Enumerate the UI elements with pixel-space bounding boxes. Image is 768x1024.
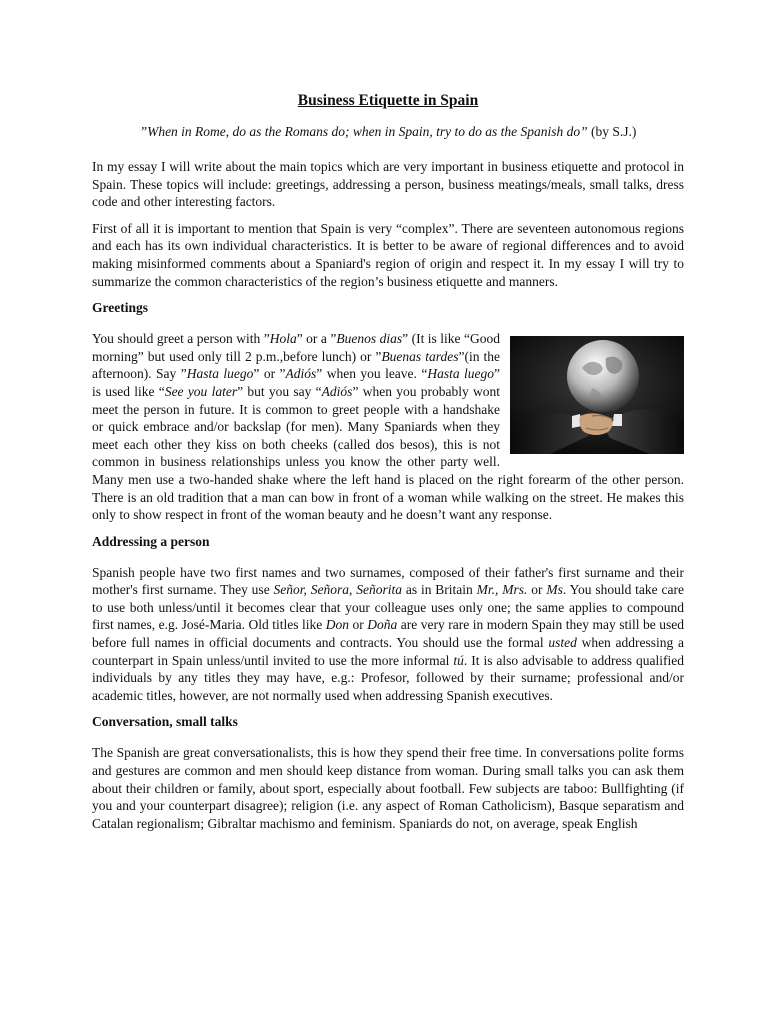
epigraph-quote: ”When in Rome, do as the Romans do; when in Spain, try to do as the Spanish do” — [139, 124, 588, 139]
addressing-term-dona: Doña — [367, 617, 398, 633]
greetings-term-buenos-dias: Buenos dias — [336, 331, 403, 347]
greetings-text-7: ” is used like “ — [92, 366, 501, 399]
greetings-term-adios: Adiós — [285, 366, 317, 382]
addressing-term-don: Don — [325, 617, 349, 633]
addressing-text-2: as in Britain — [402, 582, 477, 598]
intro-paragraph-2: First of all it is important to mention that Spain is very “complex”. There are seventeen autonomous regions and each has its own individual characteristics. It is better to be aware of regional differences and to avoid making misinformed comments about a Spaniard's region of origin and respect it. In my essay I will try to summarize the common characteristics of the region’s business etiquette and manners. — [92, 220, 684, 289]
greetings-term-buenas-tardes: Buenas tardes — [381, 348, 459, 364]
greetings-term-hola: Hola — [269, 331, 297, 347]
addressing-term-senor: Señor, Señora, Señorita — [273, 582, 402, 598]
addressing-term-usted: usted — [548, 635, 577, 651]
greetings-term-hasta-luego-2: Hasta luego — [427, 366, 495, 382]
conversation-heading: Conversation, small talks — [92, 714, 238, 730]
greetings-term-see-you-later: See you later — [164, 383, 238, 399]
addressing-text-5: or — [349, 617, 368, 633]
addressing-text-3: or — [527, 582, 547, 598]
addressing-paragraph — [92, 564, 684, 705]
handshake-globe-image — [510, 336, 684, 454]
greetings-text-2: ” or a ” — [296, 331, 337, 347]
epigraph — [92, 124, 684, 140]
greetings-term-adios-2: Adiós — [321, 383, 353, 399]
greetings-text-8: ” but you say “ — [237, 383, 322, 399]
addressing-heading: Addressing a person — [92, 533, 210, 549]
greetings-text-6: ” when you leave. “ — [316, 366, 428, 382]
intro-paragraph-1: In my essay I will write about the main topics which are very important in business etiquette and protocol in Spain. These topics will include: greetings, addressing a person, business meatings/meals, small talks, dress code and other interesting factors. — [92, 159, 684, 210]
addressing-text-6: are very rare in modern Spain they may still be used before full names in official documents and contracts. You should use the formal — [92, 617, 684, 651]
addressing-term-tu: tú — [453, 652, 464, 668]
handshake-globe-icon — [510, 336, 684, 454]
greetings-heading: Greetings — [92, 300, 148, 316]
conversation-paragraph: The Spanish are great conversationalists, this is how they spend their free time. In conversations polite forms and gestures are common and men should keep distance from woman. During small talks you can ask them about their children or family, about sport, especially about football. Few subjects are taboo: Bullfighting (if you and your counterpart disagree); religion (i.e. any aspect of Roman Catholicism), Basque separatism and Catalan regionalism; Gibraltar machismo and feminism. Spaniards do not, on average, speak English — [92, 745, 684, 831]
greetings-text-1: You should greet a person with ” — [92, 331, 270, 347]
addressing-text-8: . It is also advisable to address qualified individuals by any titles they may have, e.g.: Profesor, followed by their surname; professional and/or academic titles, however, are not normally used when addressing Spanish executives. — [92, 652, 684, 703]
addressing-text-1: Spanish people have two first names and two surnames, composed of their father's first surname and their mother's first surname. They use — [92, 564, 684, 598]
greetings-term-hasta-luego: Hasta luego — [186, 366, 254, 382]
addressing-text-7: when addressing a counterpart in Spain unless/until invited to use the more informal — [92, 635, 684, 668]
document-title: Business Etiquette in Spain — [297, 92, 479, 109]
greetings-text-9: ” when you probably wont meet the person in future. It is common to greet people with a handshake or quick embrace and/or backslap (for men). Many Spaniards when they meet each other they kiss on both cheeks (called dos besos), this is not common in business relationships unless you know the other party well. Many men use a two-handed shake where the left hand is placed on the right forearm of the other person. There is an old tradition that a man can bow in front of a woman while walking on the street. He makes this only to show respect in front of the woman beauty and he doesn’t want any response. — [92, 383, 684, 523]
addressing-term-mr: Mr., Mrs. — [476, 582, 528, 598]
addressing-text-4: . You should take care to use both unless/until it becomes clear that your colleague uses only one; the same applies to compound first names, e.g. José-Maria. Old titles like — [92, 582, 684, 633]
epigraph-attribution: (by S.J.) — [587, 124, 637, 139]
greetings-text-3: ” (It is like “Good morning” but used only till 2 p.m.,before lunch) or ” — [92, 331, 500, 364]
greetings-text-4: ”(in the afternoon). Say ” — [92, 348, 500, 382]
addressing-term-ms: Ms — [546, 582, 563, 598]
greetings-text-5: ” or ” — [253, 366, 286, 382]
